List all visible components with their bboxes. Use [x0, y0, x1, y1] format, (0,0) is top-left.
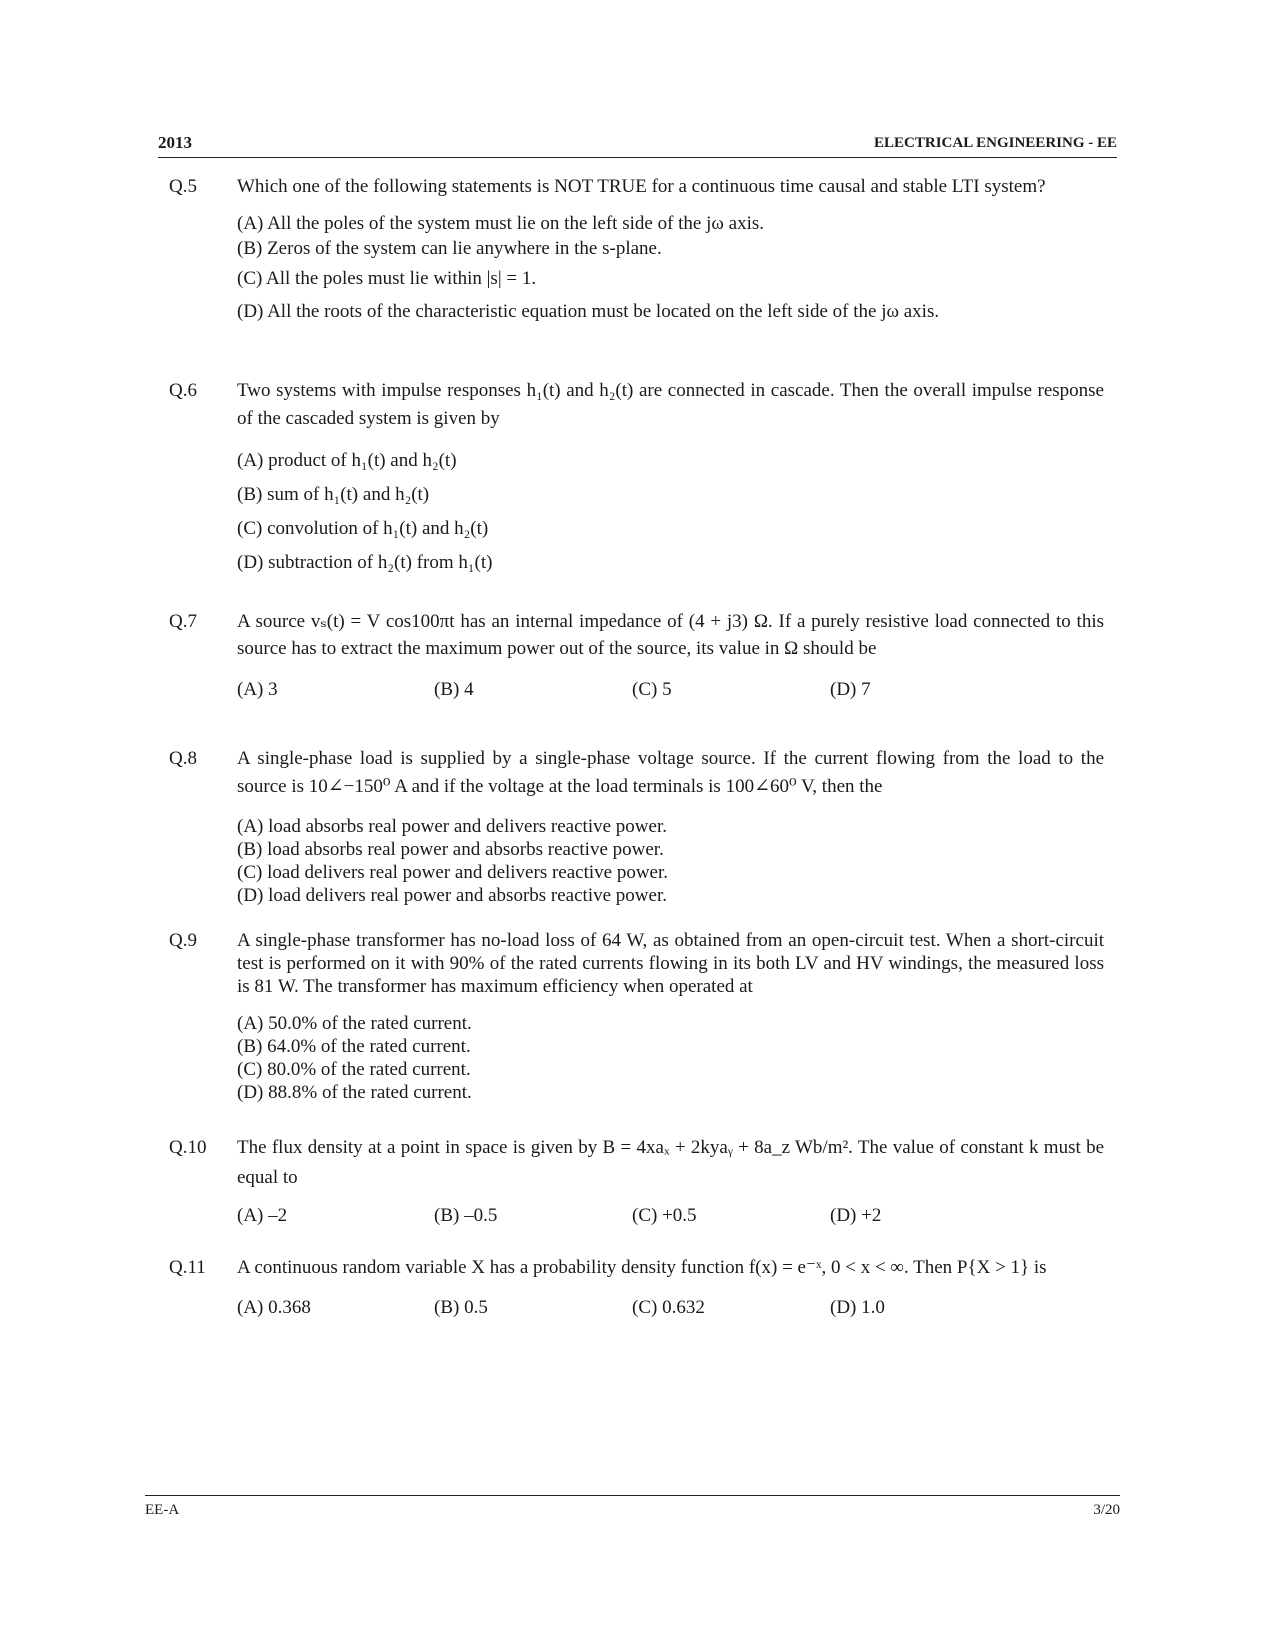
exam-subject: ELECTRICAL ENGINEERING - EE: [874, 135, 1117, 151]
page-header: [158, 133, 1117, 158]
question-stem: A continuous random variable X has a probability density function f(x) = e⁻ˣ, 0 < x < ∞. Then P{X > 1} is: [237, 1257, 1047, 1278]
option-a: (A) product of h₁(t) and h₂(t): [237, 450, 457, 471]
option-b: (B) Zeros of the system can lie anywhere in the s-plane.: [237, 238, 662, 259]
question-stem: A source vₛ(t) = V cos100πt has an internal impedance of (4 + j3) Ω. If a purely resistive load connected to this source has to extract the maximum power out of the source, its value in Ω should be: [237, 611, 1104, 659]
option-c: (C) +0.5: [632, 1205, 697, 1226]
option-d: (D) 88.8% of the rated current.: [237, 1082, 472, 1103]
option-a: (A) –2: [237, 1205, 288, 1226]
option-c: (C) convolution of h₁(t) and h₂(t): [237, 518, 489, 539]
option-b: (B) 4: [434, 679, 474, 700]
question-number: Q.11: [169, 1257, 206, 1278]
question-stem: Two systems with impulse responses h₁(t) and h₂(t) are connected in cascade. Then the overall impulse response of the cascaded system is given by: [237, 380, 1104, 429]
question-number: Q.7: [169, 611, 197, 632]
option-d: (D) load delivers real power and absorbs reactive power.: [237, 885, 667, 906]
option-d: (D) All the roots of the characteristic equation must be located on the left side of the jω axis.: [237, 301, 940, 322]
option-c: (C) All the poles must lie within |s| = 1.: [237, 268, 537, 289]
option-a: (A) 3: [237, 679, 278, 700]
question-number: Q.5: [169, 176, 197, 197]
question-number: Q.8: [169, 748, 197, 769]
page-number: 3/20: [1093, 1502, 1120, 1518]
question-stem: Which one of the following statements is NOT TRUE for a continuous time causal and stable LTI system?: [237, 176, 1046, 197]
option-b: (B) 64.0% of the rated current.: [237, 1036, 471, 1057]
question-number: Q.6: [169, 380, 197, 401]
paper-code: EE-A: [145, 1502, 180, 1518]
option-d: (D) +2: [830, 1205, 882, 1226]
exam-year: 2013: [158, 133, 192, 152]
option-a: (A) load absorbs real power and delivers reactive power.: [237, 816, 667, 837]
option-c: (C) 0.632: [632, 1297, 705, 1318]
option-d: (D) 1.0: [830, 1297, 885, 1318]
page-footer: [145, 1495, 1120, 1518]
option-b: (B) load absorbs real power and absorbs reactive power.: [237, 839, 664, 860]
option-d: (D) 7: [830, 679, 871, 700]
option-c: (C) 5: [632, 679, 672, 700]
question-stem: A single-phase transformer has no-load loss of 64 W, as obtained from an open-circuit test. When a short-circuit test is performed on it with 90% of the rated currents flowing in its both LV and HV windings, the measured loss is 81 W. The transformer has maximum efficiency when operated at: [237, 930, 1104, 997]
question-stem: The flux density at a point in space is given by B = 4xaₓ + 2kyaᵧ + 8a_z Wb/m². The value of constant k must be equal to: [237, 1137, 1104, 1188]
option-c: (C) 80.0% of the rated current.: [237, 1059, 471, 1080]
question-number: Q.10: [169, 1137, 207, 1158]
option-b: (B) 0.5: [434, 1297, 488, 1318]
option-b: (B) –0.5: [434, 1205, 498, 1226]
question-stem: A single-phase load is supplied by a single-phase voltage source. If the current flowing from the load to the source is 10∠−150⁰ A and if the voltage at the load terminals is 100∠60⁰ V, then the: [237, 748, 1104, 797]
option-a: (A) 0.368: [237, 1297, 311, 1318]
option-c: (C) load delivers real power and delivers reactive power.: [237, 862, 669, 883]
option-d: (D) subtraction of h₂(t) from h₁(t): [237, 552, 493, 573]
option-b: (B) sum of h₁(t) and h₂(t): [237, 484, 430, 505]
question-number: Q.9: [169, 930, 197, 951]
option-a: (A) All the poles of the system must lie on the left side of the jω axis.: [237, 213, 764, 234]
option-a: (A) 50.0% of the rated current.: [237, 1013, 472, 1034]
